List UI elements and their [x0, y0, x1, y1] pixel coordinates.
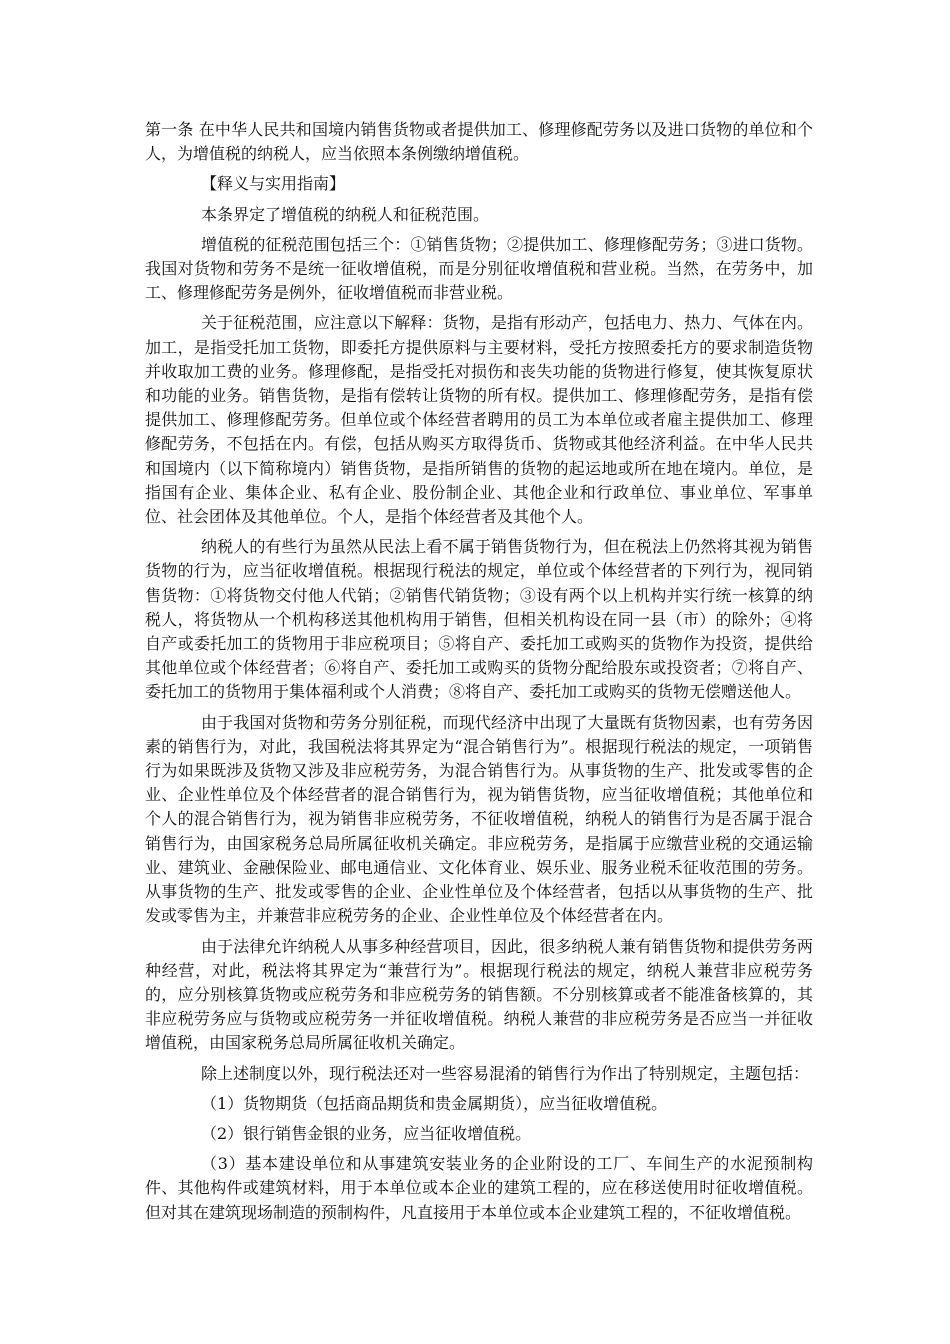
list-item-3: （3）基本建设单位和从事建筑安装业务的企业附设的工厂、车间生产的水泥预制构件、其他构件或建筑材料，用于本单位或本企业的建筑工程的，应在移送使用时征收增值税。但对其在建筑现场制造的预制构件，凡直接用于本单位或本企业建筑工程的，不征收增值税。 — [145, 1154, 813, 1222]
paragraph-6: 由于法律允许纳税人从事多种经营项目，因此，很多纳税人兼有销售货物和提供劳务两种经营，对此，税法将其界定为“兼营行为”。根据现行税法的规定，纳税人兼营非应税劳务的，应分别核算货物或应税劳务和非应税劳务的销售额。不分别核算或者不能准备核算的，其非应税劳务应与货物或应税劳务一并征收增值税。纳税人兼营的非应税劳务是否应当一并征收增值税，由国家税务总局所属征收机关确定。 — [145, 936, 813, 1053]
list-item-2: （2）银行销售金银的业务，应当征收增值税。 — [201, 1123, 532, 1143]
article-title: 第一条 在中华人民共和国境内销售货物或者提供加工、修理修配劳务以及进口货物的单位和个人，为增值税的纳税人，应当依照本条例缴纳增值税。 — [145, 120, 813, 164]
section-heading: 【释义与实用指南】 — [201, 174, 346, 194]
list-item-1: （1）货物期货（包括商品期货和贵金属期货），应当征收增值税。 — [201, 1093, 668, 1113]
paragraph-7: 除上述制度以外，现行税法还对一些容易混淆的销售行为作出了特别规定，主题包括： — [201, 1063, 810, 1083]
paragraph-5: 由于我国对货物和劳务分别征税，而现代经济中出现了大量既有货物因素，也有劳务因素的销售行为，对此，我国税法将其界定为“混合销售行为”。根据现行税法的规定，一项销售行为如果既涉及货物又涉及非应税劳务，为混合销售行为。从事货物的生产、批发或零售的企业、企业性单位及个体经营者的混合销售行为，视为销售货物，应当征收增值税；其他单位和个人的混合销售行为，视为销售非应税劳务，不征收增值税，纳税人的销售行为是否属于混合销售行为，由国家税务总局所属征收机关确定。非应税劳务，是指属于应缴营业税的交通运输业、建筑业、金融保险业、邮电通信业、文化体育业、娱乐业、服务业税禾征收范围的劳务。从事货物的生产、批发或零售的企业、企业性单位及个体经营者，包括以从事货物的生产、批发或零售为主，并兼营非应税劳务的企业、企业性单位及个体经营者在内。 — [145, 712, 813, 926]
paragraph-2: 增值税的征税范围包括三个：①销售货物；②提供加工、修理修配劳务；③进口货物。我国对货物和劳务不是统一征收增值税，而是分别征收增值税和营业税。当然，在劳务中，加工、修理修配劳务是例外，征收增值税而非营业税。 — [145, 234, 813, 303]
paragraph-1: 本条界定了增值税的纳税人和征税范围。 — [201, 204, 490, 224]
document-body — [145, 118, 813, 1225]
paragraph-4: 纳税人的有些行为虽然从民法上看不属于销售货物行为，但在税法上仍然将其视为销售货物的行为，应当征收增值税。根据现行税法的规定，单位或个体经营者的下列行为，视同销售货物：①将货物交付他人代销；②销售代销货物；③设有两个以上机构并实行统一核算的纳税人，将货物从一个机构移送其他机构用于销售，但相关机构设在同一县（市）的除外；④将自产或委托加工的货物用于非应税项目；⑤将自产、委托加工或购买的货物作为投资，提供给其他单位或个体经营者；⑥将自产、委托加工或购买的货物分配给股东或投资者；⑦将自产、委托加工的货物用于集体福利或个人消费；⑧将自产、委托加工或购买的货物无偿赠送他人。 — [145, 537, 813, 702]
paragraph-3: 关于征税范围，应注意以下解释：货物，是指有形动产，包括电力、热力、气体在内。加工，是指受托加工货物，即委托方提供原料与主要材料，受托方按照委托方的要求制造货物并收取加工费的业务。修理修配，是指受托对损伤和丧失功能的货物进行修复，使其恢复原状和功能的业务。销售货物，是指有偿转让货物的所有权。提供加工、修理修配劳务，是指有偿提供加工、修理修配劳务。但单位或个体经营者聘用的员工为本单位或者雇主提供加工、修理修配劳务，不包括在内。有偿，包括从购买方取得货币、货物或其他经济利益。在中华人民共和国境内（以下简称境内）销售货物，是指所销售的货物的起运地或所在地在境内。单位，是指国有企业、集体企业、私有企业、股份制企业、其他企业和行政单位、事业单位、军事单位、社会团体及其他单位。个人，是指个体经营者及其他个人。 — [145, 313, 813, 527]
